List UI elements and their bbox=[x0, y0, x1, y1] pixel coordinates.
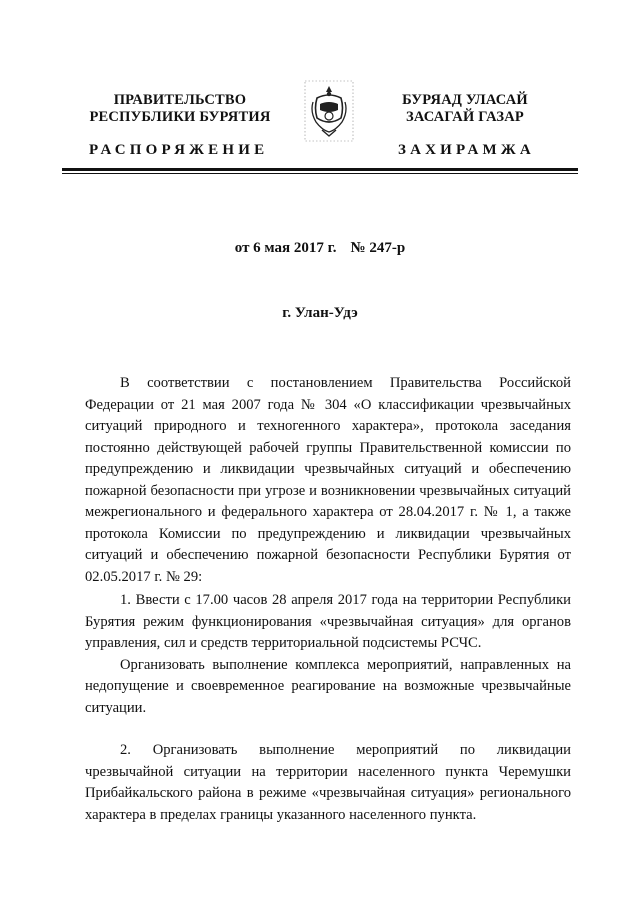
issuer-bur-line1: БУРЯАД УЛАСАЙ bbox=[402, 92, 528, 108]
issuer-ru bbox=[60, 92, 300, 126]
date-number-line bbox=[0, 240, 640, 257]
preamble bbox=[85, 373, 571, 588]
header-divider-thick bbox=[62, 168, 578, 171]
issuer-ru-line2: РЕСПУБЛИКИ БУРЯТИЯ bbox=[89, 109, 271, 125]
header-divider-thin bbox=[62, 173, 578, 174]
issuer-bur-line2: ЗАСАГАЙ ГАЗАР bbox=[406, 109, 524, 125]
document-date: от 6 мая 2017 г. bbox=[234, 240, 337, 256]
document-number: № 247-р bbox=[350, 240, 406, 256]
item-1 bbox=[85, 590, 571, 719]
item-2 bbox=[85, 740, 571, 826]
coat-of-arms-icon bbox=[304, 80, 354, 142]
document-city: г. Улан-Удэ bbox=[282, 305, 358, 321]
issuer-ru-line1: ПРАВИТЕЛЬСТВО bbox=[113, 92, 247, 108]
doc-type-bur: ЗАХИРАМЖА bbox=[398, 142, 535, 158]
issuer-bur bbox=[355, 92, 575, 126]
preamble-text: В соответствии с постановлением Правительства Российской Федерации от 21 мая 2007 года № 304 «О классификации чрезвычайных ситуаций природного и техногенного характера», протокола заседания постоянно действующей рабочей группы Правительственной комиссии по предупреждению и ликвидации чрезвычайных ситуаций и обеспечению пожарной безопасности при угрозе и возникновении чрезвычайных ситуаций межрегионального и федерального характера от 28.04.2017 г. № 1, а также протокола Комиссии по предупреждению и ликвидации чрезвычайных ситуаций и обеспечению пожарной безопасности Республики Бурятия от 02.05.2017 г. № 29: bbox=[85, 375, 571, 585]
doc-type-ru: РАСПОРЯЖЕНИЕ bbox=[89, 142, 269, 158]
item-1-text: 1. Ввести с 17.00 часов 28 апреля 2017 года на территории Республики Бурятия режим функционирования «чрезвычайная ситуация» для органов управления, сил и средств территориальной подсистемы РСЧС. bbox=[85, 592, 571, 651]
item-1-continuation: Организовать выполнение комплекса мероприятий, направленных на недопущение и своевременное реагирование на возможные чрезвычайные ситуации. bbox=[85, 656, 571, 716]
item-2-text: 2. Организовать выполнение мероприятий по ликвидации чрезвычайной ситуации на территории населенного пункта Черемушки Прибайкальского района в режиме «чрезвычайная ситуация» регионального характера в пределах границы указанного населенного пункта. bbox=[85, 742, 571, 823]
